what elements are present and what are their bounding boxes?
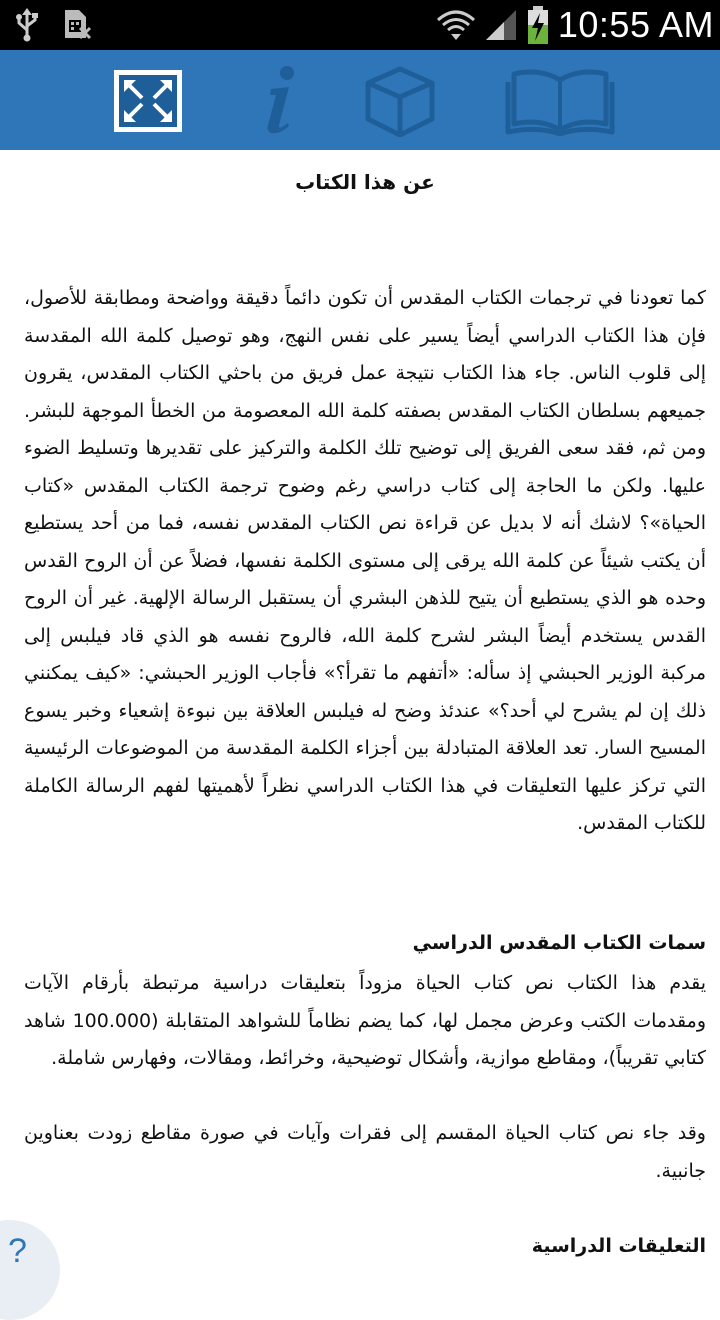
- status-right-icons: [436, 0, 714, 50]
- signal-icon: [484, 8, 518, 42]
- page-title: عن هذا الكتاب: [295, 170, 435, 194]
- book-button[interactable]: [504, 62, 616, 140]
- info-icon: [255, 65, 305, 137]
- status-left-icons: [14, 8, 92, 42]
- toolbar: [0, 50, 720, 150]
- article-panel[interactable]: [10, 150, 720, 1280]
- wifi-icon: [436, 8, 476, 42]
- intro-paragraph: كما تعودنا في ترجمات الكتاب المقدس أن تكون دائماً دقيقة وواضحة ومطابقة للأصول، فإن هذا الكتاب الدراسي أيضاً يسير على نفس النهج، وهو توصيل كلمة الله المقدسة إلى قلوب الناس. جاء هذا الكتاب نتيجة عمل فريق من باحثي الكتاب المقدس، يقرون جميعهم بسلطان الكتاب المقدس بصفته كلمة الله المعصومة من الخطأ الموجهة للبشر. ومن ثم، فقد سعى الفريق إلى توضيح تلك الكلمة والتركيز على تقديرها وتسليط الضوء عليها. ولكن ما الحاجة إلى كتاب دراسي رغم وضوح ترجمة الكتاب المقدس «كتاب الحياة»؟ لاشك أنه لا بديل عن قراءة نص الكتاب المقدس نفسه، فما من أحد يستطيع أن يكتب شيئاً عن كلمة الله يرقى إلى مستوى الكلمة نفسها، فضلاً عن أن الروح القدس وحده هو الذي يستطيع أن يتيح للذهن البشري أن يستقبل الرسالة الإلهية. غير أن الروح القدس يستخدم أيضاً البشر لشرح كلمة الله، فالروح نفسه هو الذي قاد فيلبس إلى مركبة الوزير الحبشي إذ سأله: «أتفهم ما تقرأ؟» فأجاب الوزير الحبشي: «كيف يمكنني ذلك إن لم يشرح لي أحد؟» عندئذ وضح له فيلبس العلاقة بين نبوءة إشعياء وخبر يسوع المسيح السار. تعد العلاقة المتبادلة بين أجزاء الكلمة المقدسة من الموضوعات الرئيسية التي تركز عليها التعليقات في هذا الكتاب الدراسي نظراً لأهميتها لفهم الرسالة الكاملة للكتاب المقدس.: [24, 287, 706, 834]
- features-heading: سمات الكتاب المقدس الدراسي: [412, 932, 706, 954]
- help-icon[interactable]: ?: [8, 1232, 27, 1270]
- box-button[interactable]: [364, 62, 436, 140]
- usb-icon: [14, 8, 40, 42]
- cube-icon: [364, 65, 436, 137]
- notes-heading: التعليقات الدراسية: [531, 1235, 706, 1257]
- features-paragraph-2: وقد جاء نص كتاب الحياة المقسم إلى فقرات وآيات في صورة مقاطع زودت بعناوين جانبية.: [24, 1122, 706, 1182]
- no-sim-icon: [62, 8, 92, 42]
- open-book-icon: [504, 66, 616, 136]
- fullscreen-button[interactable]: [112, 62, 184, 140]
- features-paragraph-1: يقدم هذا الكتاب نص كتاب الحياة مزوداً بتعليقات دراسية مرتبطة بأرقام الآيات ومقدمات الكتب وعرض مجمل لها، كما يضم نظاماً للشواهد المتقابلة (100.000 شاهد كتابي تقريباً)، ومقاطع موازية، وأشكال توضيحية، وخرائط، ومقالات، وفهارس شاملة.: [24, 972, 706, 1069]
- clock: 10:55 AM: [557, 4, 714, 45]
- battery-charging-icon: [526, 5, 550, 45]
- fullscreen-icon: [112, 68, 184, 134]
- info-button[interactable]: [250, 62, 310, 140]
- status-bar: [0, 0, 720, 50]
